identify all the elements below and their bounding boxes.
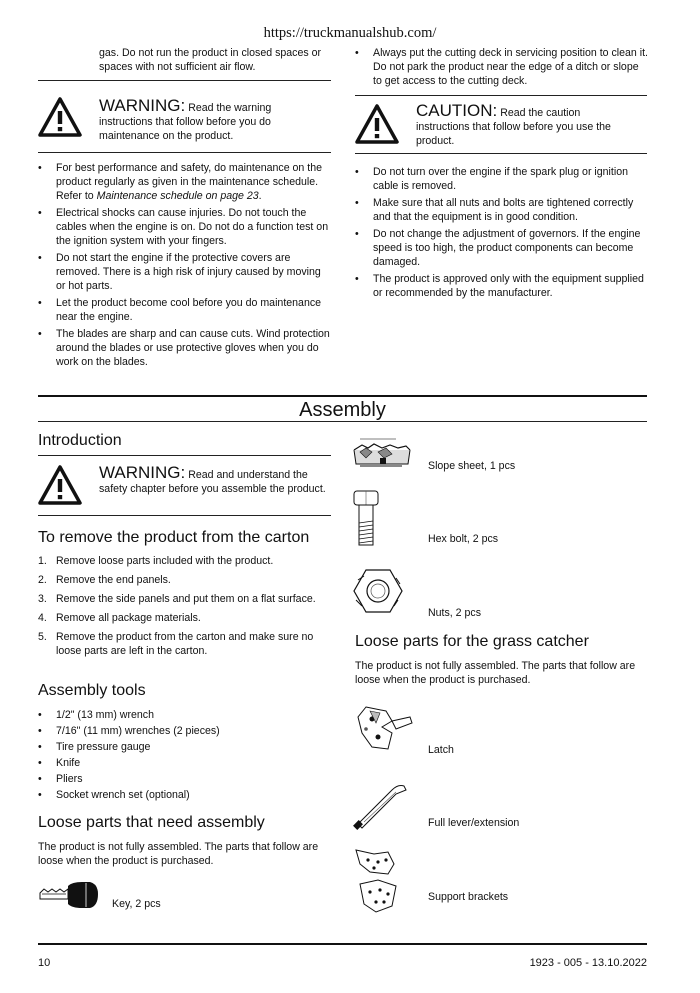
- list-item: • For best performance and safety, do maintenance on the product regularly as given in the maintenance schedule. Refer to Maintenance schedule on page 23.: [38, 161, 331, 203]
- divider: [355, 153, 647, 154]
- caution-text: instructions that follow before you use the product.: [416, 121, 611, 147]
- list-item: 4. Remove all package materials.: [38, 612, 201, 624]
- caution-lead-text: Read the caution: [500, 107, 581, 119]
- warning-lead-text: Read the warning: [188, 102, 272, 114]
- caution-label: CAUTION:: [416, 101, 498, 120]
- divider: [38, 455, 331, 456]
- support-brackets-illustration: [352, 846, 406, 916]
- caution-notice: [355, 101, 647, 153]
- list-item: • Make sure that all nuts and bolts are tightened correctly and that the equipment is in good condition.: [355, 196, 650, 224]
- document-id: 1923 - 005 - 13.10.2022: [529, 957, 647, 969]
- header-url: https://truckmanualshub.com/: [263, 25, 437, 41]
- list-item: 3. Remove the side panels and put them on a flat surface.: [38, 593, 316, 605]
- lever-illustration: [352, 780, 408, 832]
- divider: [38, 515, 331, 516]
- footer-rule: [38, 943, 647, 945]
- divider: [355, 95, 647, 96]
- carton-steps-list: [38, 554, 331, 663]
- grass-catcher-text: The product is not fully assembled. The parts that follow are loose when the product is purchased.: [355, 660, 636, 686]
- warning-triangle-icon: [355, 103, 399, 145]
- key-illustration: [38, 880, 100, 910]
- list-item: • Do not start the engine if the protective covers are removed. There is a high risk of injury caused by moving or hot parts.: [38, 251, 331, 293]
- list-item: 2. Remove the end panels.: [38, 574, 171, 586]
- heading-assembly-tools: Assembly tools: [38, 682, 146, 699]
- section-bottom-rule: [38, 421, 647, 422]
- list-item: • Do not change the adjustment of governors. If the engine speed is too high, the product components can become damaged.: [355, 227, 650, 269]
- warning-notice: [38, 94, 331, 154]
- latch-illustration: [352, 703, 414, 753]
- support-brackets-label: Support brackets: [428, 891, 509, 903]
- warning-notice: [38, 461, 331, 513]
- maintenance-safety-list: [38, 161, 331, 372]
- list-item: • The product is approved only with the equipment supplied or recommended by the manufacturer.: [355, 272, 650, 300]
- warning-triangle-icon: [38, 464, 82, 506]
- heading-remove-carton: To remove the product from the carton: [38, 529, 310, 546]
- nut-illustration: [352, 566, 406, 616]
- lever-label: Full lever/extension: [428, 817, 520, 829]
- warning-label: WARNING:: [99, 96, 186, 115]
- page-number: 10: [38, 957, 51, 969]
- cleaning-list: [355, 46, 650, 91]
- list-item: • Socket wrench set (optional): [38, 788, 331, 802]
- list-item: 5. Remove the product from the carton and make sure no loose parts are left in the carton.: [38, 631, 314, 657]
- list-item: • Let the product become cool before you do maintenance near the engine.: [38, 296, 331, 324]
- list-item: • 1/2" (13 mm) wrench: [38, 708, 331, 722]
- list-item: • Electrical shocks can cause injuries. Do not touch the cables when the engine is on. Do not do a function test on the ignition system with your fingers.: [38, 206, 331, 248]
- latch-label: Latch: [428, 744, 454, 756]
- divider: [38, 152, 331, 153]
- list-item: • Knife: [38, 756, 331, 770]
- list-item: • Pliers: [38, 772, 331, 786]
- page-reference-link[interactable]: Maintenance schedule on page 23: [96, 190, 259, 202]
- list-item: • The blades are sharp and can cause cuts. Wind protection around the blades or use protective gloves when you do work on the blades.: [38, 327, 331, 369]
- slope-sheet-illustration: [352, 436, 412, 472]
- caution-list: [355, 165, 650, 303]
- heading-grass-catcher-parts: Loose parts for the grass catcher: [355, 633, 589, 650]
- warning-lead-text: Read and understand the: [188, 469, 308, 481]
- left-continued-text: gas. Do not run the product in closed spaces or spaces with not sufficient air flow.: [99, 47, 322, 73]
- warning-triangle-icon: [38, 96, 82, 138]
- warning-text: instructions that follow before you do maintenance on the product.: [99, 116, 271, 142]
- slope-sheet-label: Slope sheet, 1 pcs: [428, 460, 516, 472]
- heading-introduction: Introduction: [38, 432, 122, 449]
- key-label: Key, 2 pcs: [112, 898, 161, 910]
- hex-bolt-label: Hex bolt, 2 pcs: [428, 533, 499, 545]
- divider: [38, 80, 331, 81]
- section-top-rule: [38, 395, 647, 397]
- heading-loose-parts: Loose parts that need assembly: [38, 814, 265, 831]
- nuts-label: Nuts, 2 pcs: [428, 607, 481, 619]
- list-item: • Tire pressure gauge: [38, 740, 331, 754]
- list-item: • Always put the cutting deck in servicing position to clean it. Do not park the product near the edge of a ditch or slope to get access to the cutting deck.: [355, 46, 650, 88]
- list-item: • 7/16" (11 mm) wrenches (2 pieces): [38, 724, 331, 738]
- hex-bolt-illustration: [352, 487, 380, 549]
- tools-list: [38, 708, 331, 804]
- warning-text: safety chapter before you assemble the product.: [99, 483, 326, 495]
- section-title: Assembly: [299, 399, 386, 421]
- loose-parts-text: The product is not fully assembled. The parts that follow are loose when the product is purchased.: [38, 841, 319, 867]
- warning-label: WARNING:: [99, 463, 186, 482]
- list-item: 1. Remove loose parts included with the product.: [38, 555, 274, 567]
- list-item: • Do not turn over the engine if the spark plug or ignition cable is removed.: [355, 165, 650, 193]
